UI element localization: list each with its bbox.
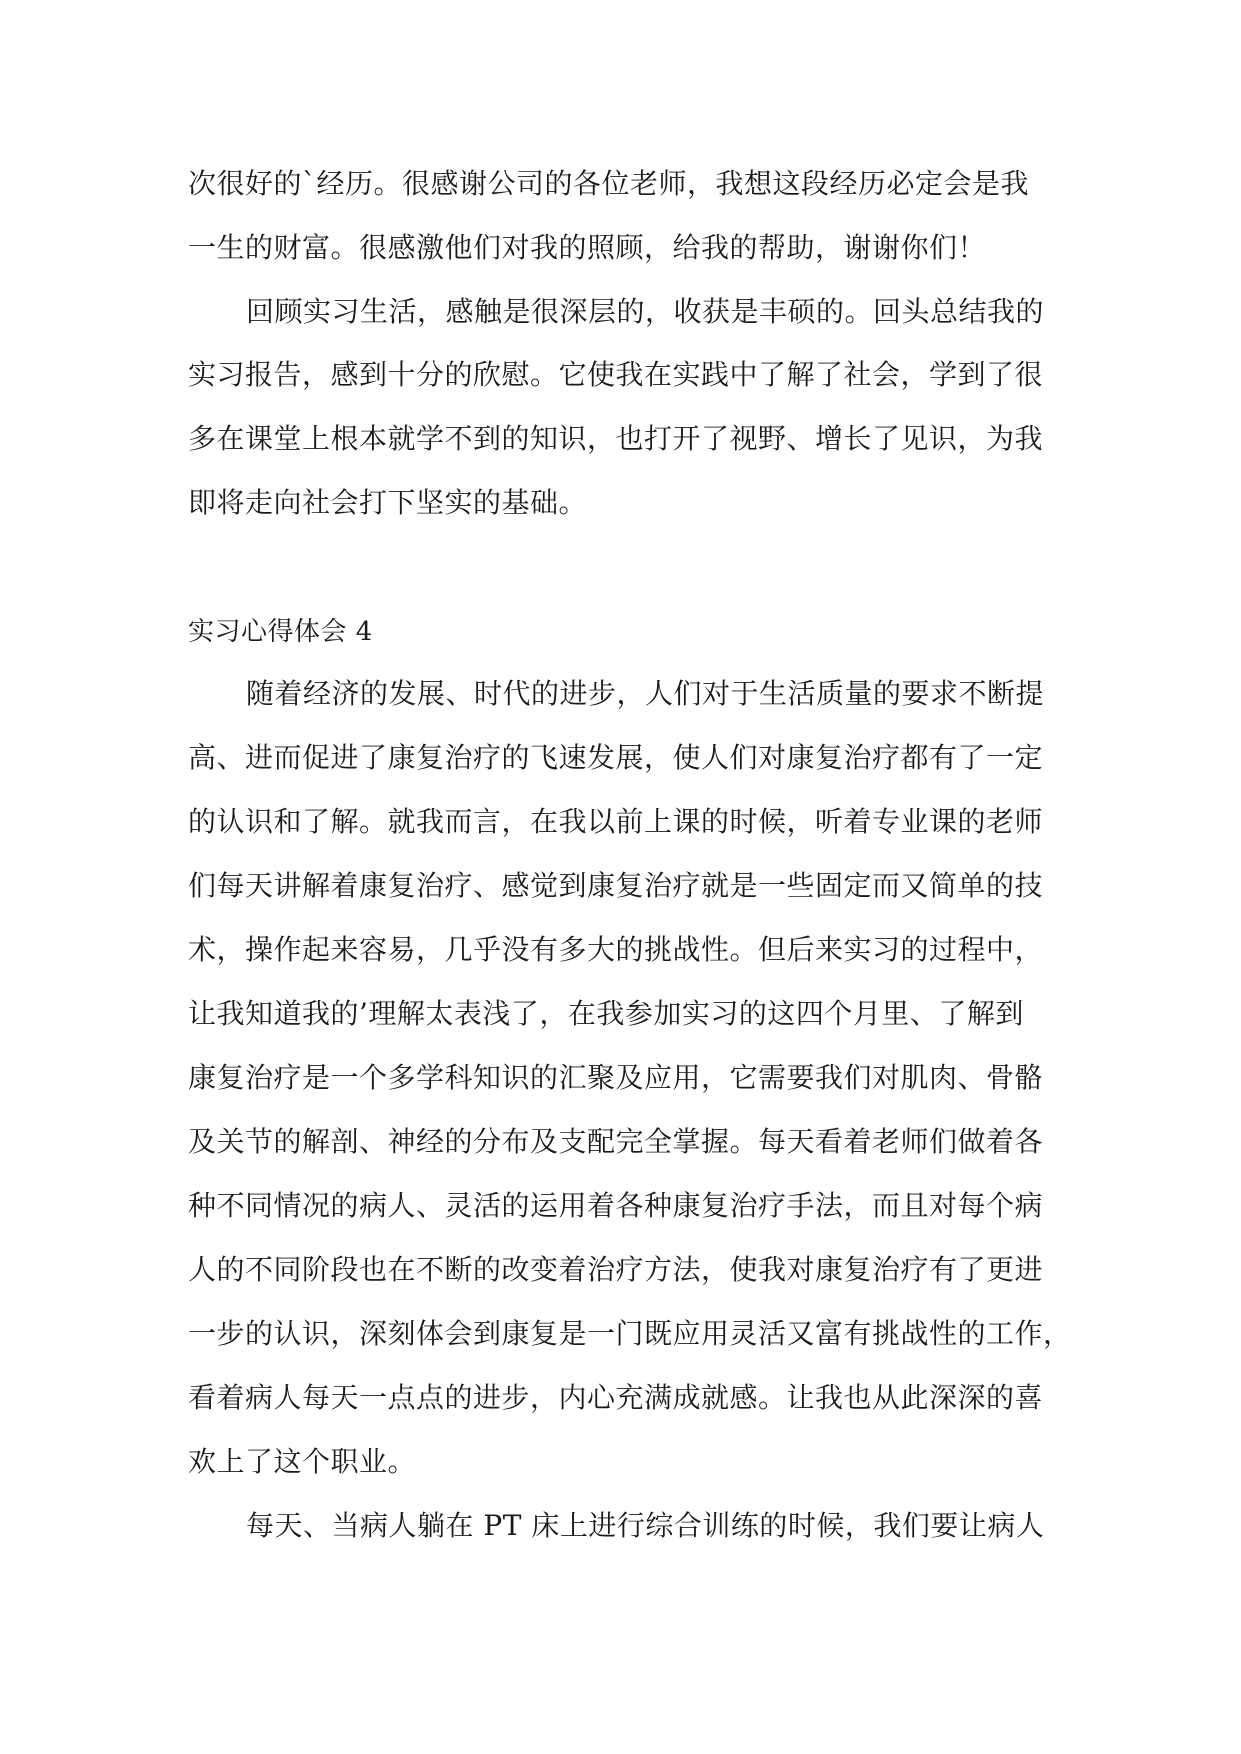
paragraph-3-line-6: 让我知道我的’理解太表浅了，在我参加实习的这四个月里、了解到 xyxy=(188,997,1024,1030)
paragraph-3-line-4: 们每天讲解着康复治疗、感觉到康复治疗就是一些固定而又简单的技 xyxy=(188,869,1044,902)
paragraph-3-line-11: 一步的认识，深刻体会到康复是一门既应用灵活又富有挑战性的工作， xyxy=(188,1317,1072,1350)
paragraph-1-line-2: 一生的财富。很感激他们对我的照顾，给我的帮助，谢谢你们！ xyxy=(188,231,987,264)
section-heading: 实习心得体会 4 xyxy=(188,617,373,647)
paragraph-2-line-1: 回顾实习生活，感触是很深层的，收获是丰硕的。回头总结我的 xyxy=(246,295,1045,328)
paragraph-4-line-1: 每天、当病人躺在 PT 床上进行综合训练的时候，我们要让病人 xyxy=(246,1509,1045,1542)
paragraph-3-line-3: 的认识和了解。就我而言，在我以前上课的时候，听着专业课的老师 xyxy=(188,805,1044,838)
paragraph-1-line-1: 次很好的`经历。很感谢公司的各位老师，我想这段经历必定会是我 xyxy=(188,167,1030,200)
paragraph-3-line-5: 术，操作起来容易，几乎没有多大的挑战性。但后来实习的过程中， xyxy=(188,933,1044,966)
paragraph-2-line-2: 实习报告，感到十分的欣慰。它使我在实践中了解了社会，学到了很 xyxy=(188,358,1044,391)
paragraph-2-line-4: 即将走向社会打下坚实的基础。 xyxy=(188,486,588,519)
paragraph-3-line-9: 种不同情况的病人、灵活的运用着各种康复治疗手法，而且对每个病 xyxy=(188,1189,1044,1222)
paragraph-2-line-3: 多在课堂上根本就学不到的知识，也打开了视野、增长了见识，为我 xyxy=(188,422,1044,455)
paragraph-3-line-1: 随着经济的发展、时代的进步，人们对于生活质量的要求不断提 xyxy=(246,677,1045,710)
paragraph-3-line-12: 看着病人每天一点点的进步，内心充满成就感。让我也从此深深的喜 xyxy=(188,1381,1044,1414)
paragraph-3-line-7: 康复治疗是一个多学科知识的汇聚及应用，它需要我们对肌肉、骨骼 xyxy=(188,1061,1044,1094)
paragraph-3-line-13: 欢上了这个职业。 xyxy=(188,1445,417,1478)
paragraph-3-line-10: 人的不同阶段也在不断的改变着治疗方法，使我对康复治疗有了更进 xyxy=(188,1253,1044,1286)
paragraph-3-line-8: 及关节的解剖、神经的分布及支配完全掌握。每天看着老师们做着各 xyxy=(188,1125,1044,1158)
paragraph-3-line-2: 高、进而促进了康复治疗的飞速发展，使人们对康复治疗都有了一定 xyxy=(188,741,1044,774)
